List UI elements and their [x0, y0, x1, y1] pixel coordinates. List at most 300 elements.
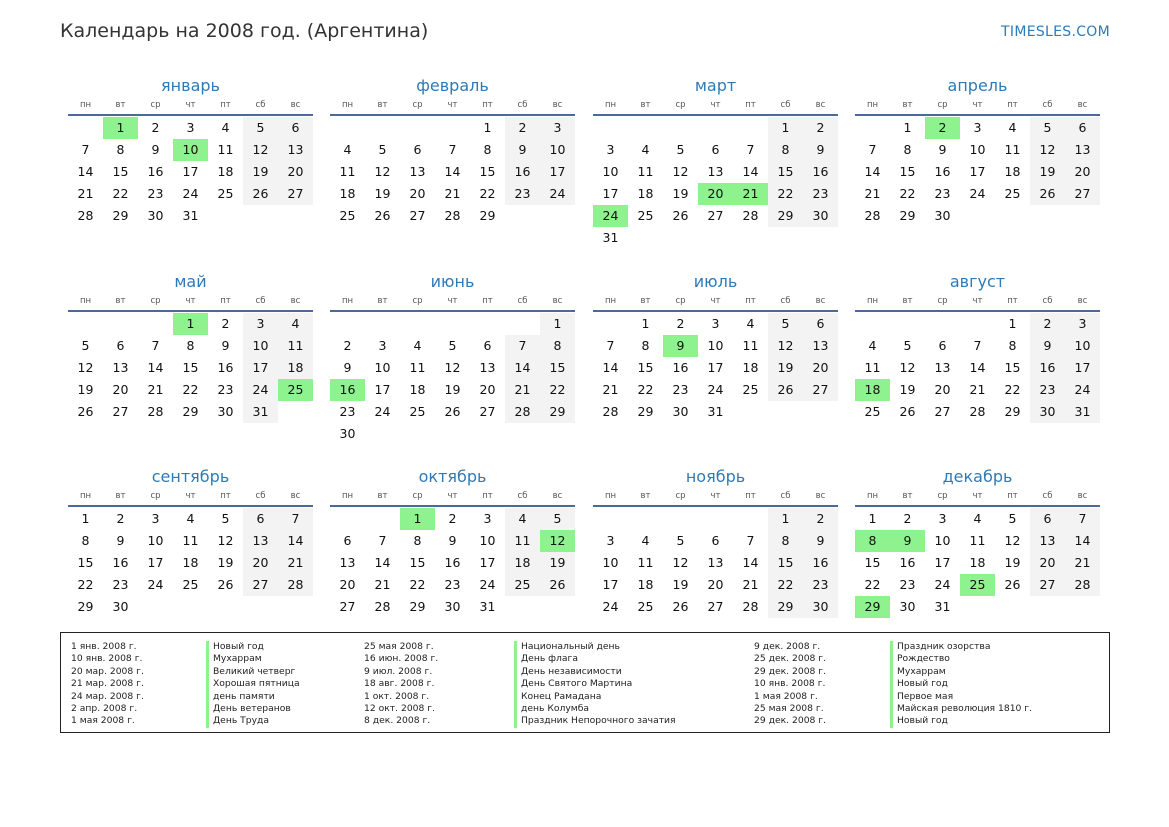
day-cell: 8	[186, 338, 195, 353]
day-cell: 23	[147, 186, 164, 201]
day-grid	[855, 312, 1100, 423]
day-cell: 4	[868, 338, 877, 353]
day-cell: 15	[1004, 360, 1021, 375]
legend-holiday-name: Первое мая	[897, 690, 954, 702]
day-cell: 16	[1030, 357, 1065, 379]
day-grid	[330, 312, 575, 445]
day-cell: 6	[483, 338, 492, 353]
day-cell: 19	[540, 552, 575, 574]
day-cell: 16	[672, 360, 689, 375]
day-cell: 18	[637, 577, 654, 592]
day-cell: 31	[479, 599, 496, 614]
day-cell: 22	[77, 577, 94, 592]
day-cell: 10	[707, 338, 724, 353]
day-cell: 12	[672, 555, 689, 570]
day-cell: 5	[540, 508, 575, 530]
month-2	[330, 74, 575, 227]
weekday-label: вс	[815, 296, 826, 306]
day-cell: 19	[374, 186, 391, 201]
day-cell: 7	[746, 142, 755, 157]
day-cell: 10	[602, 555, 619, 570]
weekday-header	[68, 489, 313, 507]
legend-holiday-name: Новый год	[897, 678, 948, 690]
weekday-label: пт	[220, 100, 231, 110]
weekday-label: вс	[1077, 491, 1088, 501]
day-cell: 18	[742, 360, 759, 375]
weekday-label: пт	[482, 491, 493, 501]
legend-holiday-name: Национальный день	[521, 641, 620, 652]
day-cell: 30	[112, 599, 129, 614]
day-cell: 31	[707, 404, 724, 419]
day-cell: 5	[676, 142, 685, 157]
weekday-label: сб	[517, 296, 528, 306]
day-cell: 12	[540, 530, 575, 552]
day-cell: 28	[602, 404, 619, 419]
weekday-label: вт	[640, 296, 651, 306]
day-cell: 15	[768, 552, 803, 574]
empty-cell	[68, 117, 103, 139]
empty-cell	[855, 117, 890, 139]
weekday-label: вт	[902, 296, 913, 306]
day-cell: 21	[969, 382, 986, 397]
weekday-label: ср	[412, 296, 423, 306]
day-cell: 12	[243, 139, 278, 161]
day-cell: 5	[768, 313, 803, 335]
month-5	[68, 270, 313, 423]
weekday-label: ср	[675, 100, 686, 110]
day-cell: 12	[77, 360, 94, 375]
weekday-label: сб	[780, 100, 791, 110]
month-name: июль	[693, 272, 738, 291]
legend-date: 18 авг. 2008 г.	[364, 678, 435, 690]
day-cell: 27	[1065, 183, 1100, 205]
weekday-label: вт	[377, 100, 388, 110]
weekday-label: вт	[640, 100, 651, 110]
weekday-label: пт	[482, 100, 493, 110]
day-cell: 22	[182, 382, 199, 397]
day-cell: 30	[217, 404, 234, 419]
empty-cell	[435, 117, 470, 139]
day-cell: 27	[934, 404, 951, 419]
day-cell: 21	[742, 577, 759, 592]
day-cell: 5	[81, 338, 90, 353]
day-cell: 8	[768, 530, 803, 552]
day-cell: 15	[479, 164, 496, 179]
day-cell: 19	[899, 382, 916, 397]
day-cell: 3	[540, 117, 575, 139]
legend-holiday-name: Конец Рамадана	[521, 690, 602, 702]
day-cell: 18	[505, 552, 540, 574]
day-cell: 26	[374, 208, 391, 223]
day-cell: 2	[343, 338, 352, 353]
weekday-label: пт	[1007, 296, 1018, 306]
weekday-label: вс	[552, 296, 563, 306]
month-name: январь	[161, 76, 220, 95]
legend-holiday-name: Хорошая пятница	[213, 678, 300, 690]
weekday-label: ср	[675, 296, 686, 306]
legend-holiday-name: День Труда	[213, 715, 270, 727]
day-cell: 21	[147, 382, 164, 397]
day-cell: 7	[1065, 508, 1100, 530]
day-cell: 6	[711, 533, 720, 548]
empty-cell	[855, 313, 890, 335]
weekday-label: пн	[79, 491, 92, 501]
day-cell: 15	[112, 164, 129, 179]
day-cell: 15	[864, 555, 881, 570]
day-cell: 21	[374, 577, 391, 592]
weekday-label: вт	[377, 491, 388, 501]
day-cell: 24	[243, 379, 278, 401]
weekday-label: чт	[972, 100, 983, 110]
weekday-header	[855, 98, 1100, 116]
day-cell: 29	[182, 404, 199, 419]
day-cell: 27	[278, 183, 313, 205]
day-cell: 5	[243, 117, 278, 139]
weekday-label: сб	[780, 491, 791, 501]
day-cell: 11	[969, 533, 986, 548]
day-cell: 18	[855, 379, 890, 401]
day-cell: 22	[1004, 382, 1021, 397]
month-4	[855, 74, 1100, 227]
day-cell: 20	[1030, 552, 1065, 574]
weekday-label: вт	[902, 100, 913, 110]
month-6	[330, 270, 575, 445]
legend-date: 1 янв. 2008 г.	[71, 641, 137, 652]
day-cell: 1	[768, 117, 803, 139]
day-cell: 22	[768, 183, 803, 205]
day-cell: 23	[803, 574, 838, 596]
day-cell: 31	[182, 208, 199, 223]
day-cell: 11	[278, 335, 313, 357]
day-cell: 9	[803, 530, 838, 552]
day-cell: 9	[343, 360, 352, 375]
day-cell: 1	[81, 511, 90, 526]
day-cell: 3	[711, 316, 720, 331]
day-cell: 16	[934, 164, 951, 179]
day-cell: 4	[343, 142, 352, 157]
day-cell: 13	[479, 360, 496, 375]
day-cell: 7	[151, 338, 160, 353]
day-cell: 24	[1065, 379, 1100, 401]
day-cell: 31	[243, 401, 278, 423]
empty-cell	[505, 313, 540, 335]
day-cell: 3	[938, 511, 947, 526]
day-cell: 6	[278, 117, 313, 139]
day-grid	[855, 507, 1100, 618]
day-grid	[330, 507, 575, 618]
day-cell: 27	[707, 208, 724, 223]
day-cell: 11	[1004, 142, 1021, 157]
day-cell: 6	[343, 533, 352, 548]
day-cell: 27	[112, 404, 129, 419]
weekday-label: пт	[220, 491, 231, 501]
empty-cell	[593, 313, 628, 335]
day-cell: 15	[637, 360, 654, 375]
day-cell: 11	[637, 164, 654, 179]
day-cell: 18	[339, 186, 356, 201]
day-cell: 23	[803, 183, 838, 205]
day-cell: 23	[217, 382, 234, 397]
day-cell: 21	[278, 552, 313, 574]
day-cell: 14	[742, 164, 759, 179]
day-cell: 30	[1030, 401, 1065, 423]
month-name: октябрь	[418, 467, 487, 486]
day-cell: 16	[217, 360, 234, 375]
weekday-label: вт	[115, 100, 126, 110]
day-cell: 8	[903, 142, 912, 157]
day-cell: 11	[217, 142, 234, 157]
weekday-label: ср	[412, 491, 423, 501]
weekday-label: вс	[1077, 296, 1088, 306]
day-cell: 22	[409, 577, 426, 592]
month-name: апрель	[947, 76, 1008, 95]
day-cell: 8	[641, 338, 650, 353]
weekday-label: пн	[79, 100, 92, 110]
empty-cell	[663, 117, 698, 139]
day-cell: 14	[742, 555, 759, 570]
day-cell: 10	[147, 533, 164, 548]
day-cell: 16	[803, 552, 838, 574]
day-cell: 6	[116, 338, 125, 353]
day-cell: 18	[217, 164, 234, 179]
month-3	[593, 74, 838, 249]
day-cell: 13	[707, 555, 724, 570]
day-cell: 21	[602, 382, 619, 397]
day-cell: 6	[243, 508, 278, 530]
day-cell: 13	[243, 530, 278, 552]
day-cell: 13	[803, 335, 838, 357]
weekday-label: пт	[1007, 491, 1018, 501]
day-cell: 25	[182, 577, 199, 592]
legend-holiday-name: День независимости	[521, 665, 622, 677]
day-cell: 22	[637, 382, 654, 397]
month-name: февраль	[416, 76, 489, 95]
month-9	[68, 465, 313, 618]
day-cell: 2	[116, 511, 125, 526]
legend-holiday-name: Новый год	[897, 715, 948, 727]
day-cell: 20	[803, 357, 838, 379]
day-cell: 15	[540, 357, 575, 379]
legend-date: 1 мая 2008 г.	[71, 715, 135, 727]
day-cell: 20	[409, 186, 426, 201]
legend-date: 12 окт. 2008 г.	[364, 703, 436, 715]
day-cell: 1	[641, 316, 650, 331]
day-cell: 30	[803, 596, 838, 618]
weekday-label: вт	[902, 491, 913, 501]
day-cell: 1	[1008, 316, 1017, 331]
day-cell: 3	[151, 511, 160, 526]
day-cell: 28	[1065, 574, 1100, 596]
empty-cell	[400, 117, 435, 139]
day-cell: 11	[637, 555, 654, 570]
month-name: сентябрь	[151, 467, 230, 486]
day-cell: 18	[1004, 164, 1021, 179]
month-11	[593, 465, 838, 618]
day-cell: 18	[182, 555, 199, 570]
day-cell: 4	[278, 313, 313, 335]
day-cell: 2	[505, 117, 540, 139]
weekday-label: ср	[150, 100, 161, 110]
month-name: июнь	[430, 272, 475, 291]
day-cell: 18	[637, 186, 654, 201]
day-cell: 10	[540, 139, 575, 161]
legend-date: 9 июл. 2008 г.	[364, 665, 433, 677]
day-cell: 29	[112, 208, 129, 223]
day-cell: 8	[413, 533, 422, 548]
day-cell: 31	[602, 230, 619, 245]
day-cell: 29	[479, 208, 496, 223]
day-cell: 26	[672, 208, 689, 223]
day-cell: 9	[116, 533, 125, 548]
day-cell: 21	[505, 379, 540, 401]
month-name: август	[949, 272, 1006, 291]
day-cell: 21	[864, 186, 881, 201]
day-cell: 21	[444, 186, 461, 201]
day-cell: 24	[602, 599, 619, 614]
month-10	[330, 465, 575, 618]
day-cell: 15	[768, 161, 803, 183]
day-grid	[593, 312, 838, 423]
legend-names-col-2	[514, 641, 676, 728]
day-cell: 14	[969, 360, 986, 375]
legend-date: 2 апр. 2008 г.	[71, 703, 138, 715]
weekday-label: чт	[710, 296, 721, 306]
day-cell: 12	[217, 533, 234, 548]
day-cell: 27	[707, 599, 724, 614]
day-cell: 24	[707, 382, 724, 397]
legend-date: 24 мар. 2008 г.	[71, 690, 144, 702]
day-cell: 14	[444, 164, 461, 179]
day-cell: 7	[868, 142, 877, 157]
day-cell: 17	[707, 360, 724, 375]
day-cell: 30	[672, 404, 689, 419]
day-cell: 23	[1030, 379, 1065, 401]
day-grid	[68, 507, 313, 618]
day-cell: 12	[899, 360, 916, 375]
day-cell: 30	[339, 426, 356, 441]
day-cell: 11	[182, 533, 199, 548]
legend-date: 25 мая 2008 г.	[754, 703, 824, 715]
day-cell: 27	[1030, 574, 1065, 596]
day-cell: 10	[173, 139, 208, 161]
day-cell: 13	[409, 164, 426, 179]
day-cell: 3	[973, 120, 982, 135]
day-cell: 30	[147, 208, 164, 223]
day-cell: 20	[243, 552, 278, 574]
day-cell: 4	[221, 120, 230, 135]
day-grid	[593, 116, 838, 249]
empty-cell	[733, 117, 768, 139]
weekday-label: чт	[185, 491, 196, 501]
legend-date: 29 дек. 2008 г.	[754, 715, 827, 727]
day-cell: 29	[855, 596, 890, 618]
day-cell: 19	[672, 577, 689, 592]
day-cell: 5	[676, 533, 685, 548]
day-cell: 13	[278, 139, 313, 161]
day-cell: 9	[803, 139, 838, 161]
empty-cell	[365, 117, 400, 139]
weekday-label: чт	[185, 100, 196, 110]
weekday-label: вс	[552, 491, 563, 501]
day-cell: 1	[868, 511, 877, 526]
legend-holiday-name: Майская революция 1810 г.	[897, 703, 1033, 715]
day-cell: 31	[1065, 401, 1100, 423]
weekday-label: ср	[675, 491, 686, 501]
weekday-label: чт	[447, 296, 458, 306]
day-cell: 6	[413, 142, 422, 157]
day-cell: 1	[540, 313, 575, 335]
day-cell: 28	[278, 574, 313, 596]
day-cell: 25	[1004, 186, 1021, 201]
day-cell: 16	[505, 161, 540, 183]
day-cell: 26	[1030, 183, 1065, 205]
weekday-label: чт	[972, 296, 983, 306]
day-cell: 2	[803, 117, 838, 139]
day-cell: 6	[938, 338, 947, 353]
day-cell: 10	[969, 142, 986, 157]
day-cell: 26	[899, 404, 916, 419]
weekday-label: сб	[255, 296, 266, 306]
weekday-header	[593, 489, 838, 507]
day-cell: 26	[444, 404, 461, 419]
month-name: май	[174, 272, 207, 291]
weekday-header	[855, 489, 1100, 507]
legend-holiday-name: Праздник Непорочного зачатия	[521, 715, 676, 727]
day-cell: 12	[672, 164, 689, 179]
day-cell: 28	[77, 208, 94, 223]
legend-holiday-name: Мухаррам	[213, 653, 262, 665]
day-cell: 6	[711, 142, 720, 157]
day-cell: 24	[593, 205, 628, 227]
day-cell: 23	[672, 382, 689, 397]
month-12	[855, 465, 1100, 618]
weekday-label: ср	[937, 296, 948, 306]
day-grid	[593, 507, 838, 618]
day-cell: 15	[899, 164, 916, 179]
site-link[interactable]: TIMESLES.COM	[1001, 24, 1110, 40]
day-cell: 15	[409, 555, 426, 570]
day-cell: 8	[483, 142, 492, 157]
day-cell: 26	[77, 404, 94, 419]
empty-cell	[593, 508, 628, 530]
weekday-label: вт	[640, 491, 651, 501]
weekday-label: пт	[745, 491, 756, 501]
weekday-label: пн	[866, 100, 879, 110]
day-cell: 19	[243, 161, 278, 183]
legend-date: 16 июн. 2008 г.	[364, 653, 439, 665]
legend-holiday-name: Мухаррам	[897, 665, 946, 677]
day-cell: 11	[742, 338, 759, 353]
day-cell: 11	[409, 360, 426, 375]
day-cell: 25	[864, 404, 881, 419]
day-cell: 30	[803, 205, 838, 227]
day-cell: 23	[339, 404, 356, 419]
day-cell: 17	[540, 161, 575, 183]
day-cell: 27	[803, 379, 838, 401]
legend-holiday-name: День ветеранов	[213, 703, 291, 715]
legend-names-col-3	[890, 641, 1032, 728]
day-cell: 9	[151, 142, 160, 157]
legend-date: 25 дек. 2008 г.	[754, 653, 827, 665]
weekday-label: сб	[780, 296, 791, 306]
weekday-label: ср	[937, 100, 948, 110]
month-name: март	[694, 76, 737, 95]
day-cell: 24	[934, 577, 951, 592]
day-cell: 28	[505, 401, 540, 423]
weekday-label: вт	[115, 491, 126, 501]
weekday-label: вс	[815, 100, 826, 110]
day-cell: 29	[768, 596, 803, 618]
